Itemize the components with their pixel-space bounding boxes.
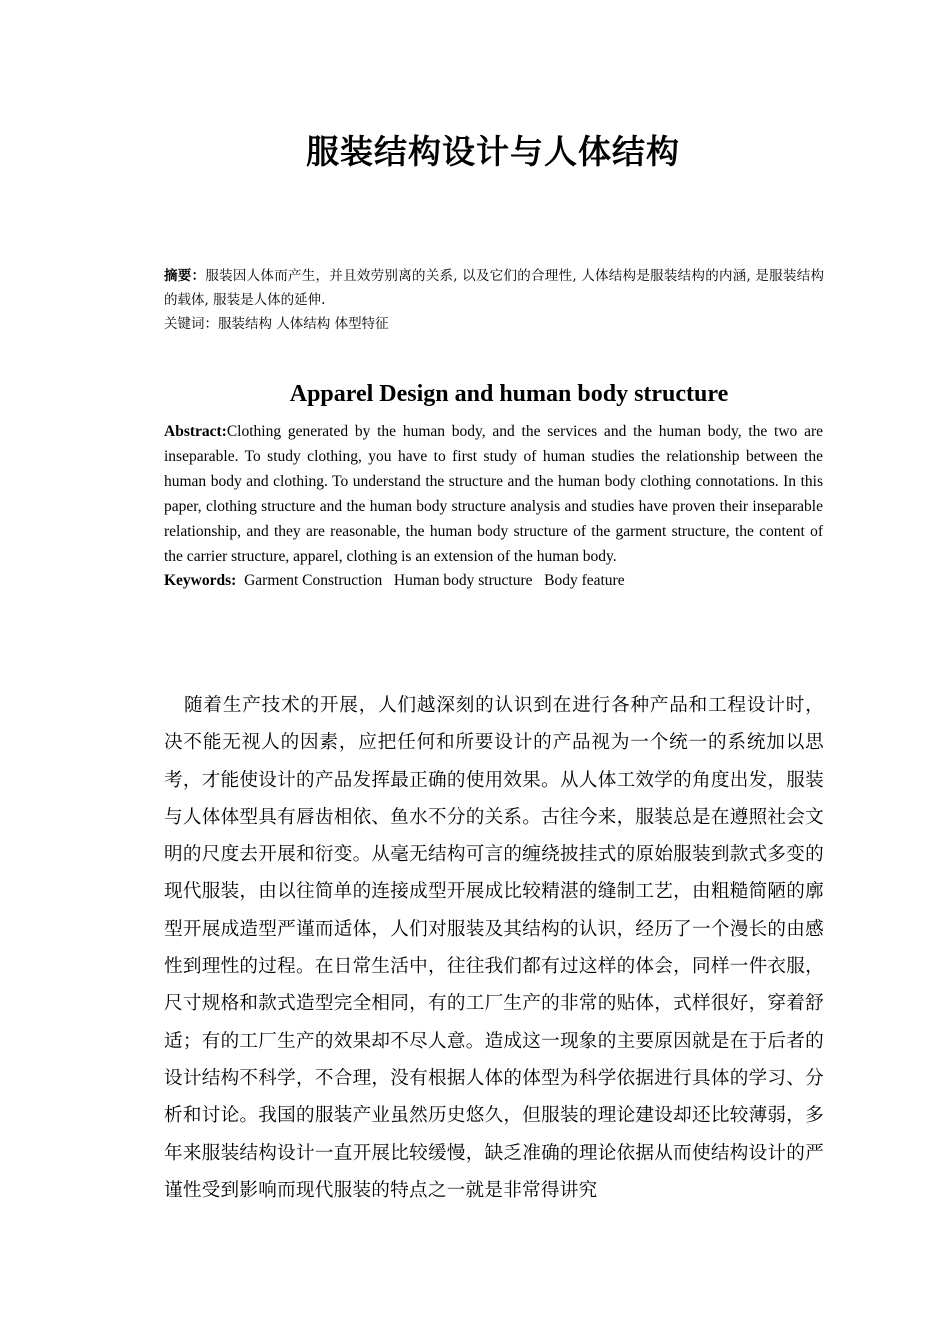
english-keywords-label: Keywords: bbox=[164, 572, 237, 589]
chinese-abstract bbox=[164, 264, 824, 312]
english-abstract-label: Abstract: bbox=[164, 423, 227, 440]
chinese-abstract-label: 摘要： bbox=[164, 268, 206, 284]
english-abstract-text: Clothing generated by the human body, and the services and the human body, the two are inseparable. To study clothing, you have to first study of human studies the relationship between the human body and clothing. To understand the structure and the human body clothing connotations. In this paper, clothing structure and the human body structure analysis and studies have proven their inseparable relationship, and they are reasonable, the human body structure of the garment structure, the content of the carrier structure, apparel, clothing is an extension of the human body. bbox=[164, 423, 823, 565]
english-keywords bbox=[164, 568, 823, 593]
english-keywords-text: Garment Construction Human body structure Body feature bbox=[236, 572, 625, 589]
chinese-abstract-text: 服装因人体而产生，并且效劳别离的关系, 以及它们的合理性, 人体结构是服装结构的内涵, 是服装结构的载体, 服装是人体的延伸. bbox=[164, 268, 824, 308]
body-paragraph: 随着生产技术的开展，人们越深刻的认识到在进行各种产品和工程设计时，决不能无视人的因素，应把任何和所要设计的产品视为一个统一的系统加以思考，才能使设计的产品发挥最正确的使用效果。从人体工效学的角度出发，服装与人体体型具有唇齿相依、鱼水不分的关系。古往今来，服装总是在遵照社会文明的尺度去开展和衍变。从毫无结构可言的缠绕披挂式的原始服装到款式多变的现代服装，由以往简单的连接成型开展成比较精湛的缝制工艺，由粗糙简陋的廓型开展成造型严谨而适体，人们对服装及其结构的认识，经历了一个漫长的由感性到理性的过程。在日常生活中，往往我们都有过这样的体会，同样一件衣服，尺寸规格和款式造型完全相同，有的工厂生产的非常的贴体，式样很好，穿着舒适；有的工厂生产的效果却不尽人意。造成这一现象的主要原因就是在于后者的设计结构不科学，不合理，没有根据人体的体型为科学依据进行具体的学习、分析和讨论。我国的服装产业虽然历史悠久，但服装的理论建设却还比较薄弱，多年来服装结构设计一直开展比较缓慢，缺乏准确的理论依据从而使结构设计的严谨性受到影响而现代服装的特点之一就是非常得讲究 bbox=[164, 695, 824, 1201]
chinese-title: 服装结构设计与人体结构 bbox=[306, 132, 680, 171]
chinese-keywords: 关键词：服装结构 人体结构 体型特征 bbox=[164, 316, 389, 332]
english-title: Apparel Design and human body structure bbox=[289, 381, 729, 407]
english-abstract bbox=[164, 419, 823, 569]
